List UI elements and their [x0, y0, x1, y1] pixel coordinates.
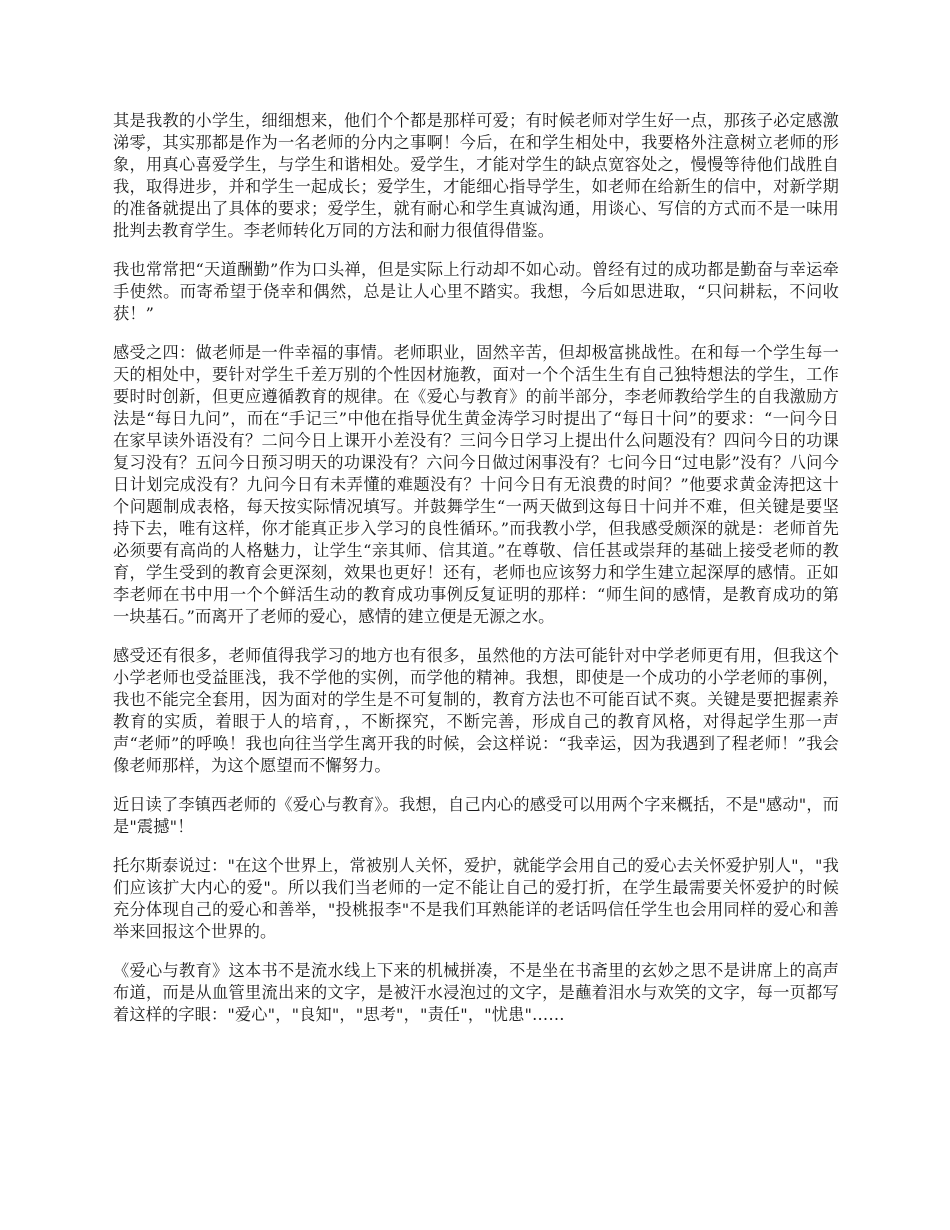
document-body: [113, 110, 839, 1043]
paragraph-3: 感受之四：做老师是一件幸福的事情。老师职业，固然辛苦，但却极富挑战性。在和每一个学生每一天的相处中，要针对学生千差万别的个性因材施教，面对一个个活生生有自己独特想法的学生，工作要时时创新，但更应遵循教育的规律。在《爱心与教育》的前半部分，李老师教给学生的自我激励方法是“每日九问”，而在“手记三”中他在指导优生黄金涛学习时提出了“每日十问”的要求：“一问今日在家早读外语没有？二问今日上课开小差没有？三问今日学习上提出什么问题没有？四问今日的功课复习没有？五问今日预习明天的功课没有？六问今日做过闲事没有？七问今日“过电影”没有？八问今日计划完成没有？九问今日有未弄懂的难题没有？十问今日有无浪费的时间？”他要求黄金涛把这十个问题制成表格，每天按实际情况填写。并鼓舞学生“一两天做到这每日十问并不难，但关键是要坚持下去，唯有这样，你才能真正步入学习的良性循环。”而我教小学，但我感受颇深的就是：老师首先必须要有高尚的人格魅力，让学生“亲其师、信其道。”在尊敬、信任甚或崇拜的基础上接受老师的教育，学生受到的教育会更深刻，效果也更好！还有，老师也应该努力和学生建立起深厚的感情。正如李老师在书中用一个个鲜活生动的教育成功事例反复证明的那样：“师生间的感情，是教育成功的第一块基石。”而离开了老师的爱心，感情的建立便是无源之水。: [113, 343, 839, 626]
paragraph-4: 感受还有很多，老师值得我学习的地方也有很多，虽然他的方法可能针对中学老师更有用，但我这个小学老师也受益匪浅，我不学他的实例，而学他的精神。我想，即使是一个成功的小学老师的事例，我也不能完全套用，因为面对的学生是不可复制的，教育方法也不可能百试不爽。关键是要把握素养教育的实质，着眼于人的培育，，不断探究，不断完善，形成自己的教育风格，对得起学生那一声声“老师”的呼唤！我也向往当学生离开我的时候，会这样说：“我幸运，因为我遇到了程老师！”我会像老师那样，为这个愿望而不懈努力。: [113, 646, 839, 775]
paragraph-6: 托尔斯泰说过："在这个世界上，常被别人关怀，爱护，就能学会用自己的爱心去关怀爱护别人"，"我们应该扩大内心的爱"。所以我们当老师的一定不能让自己的爱打折，在学生最需要关怀爱护的时候充分体现自己的爱心和善举，"投桃报李"不是我们耳熟能详的老话吗信任学生也会用同样的爱心和善举来回报这个世界的。: [113, 856, 839, 941]
paragraph-7: 《爱心与教育》这本书不是流水线上下来的机械拼凑，不是坐在书斋里的玄妙之思不是讲席上的高声布道，而是从血管里流出来的文字，是被汗水浸泡过的文字，是蘸着泪水与欢笑的文字，每一页都写着这样的字眼："爱心"，"良知"，"思考"，"责任"，"忧患"……: [113, 961, 839, 1024]
paragraph-1: 其是我教的小学生，细细想来，他们个个都是那样可爱；有时候老师对学生好一点，那孩子必定感激涕零，其实那都是作为一名老师的分内之事啊！今后，在和学生相处中，我要格外注意树立老师的形象，用真心喜爱学生，与学生和谐相处。爱学生，才能对学生的缺点宽容处之，慢慢等待他们战胜自我，取得进步，并和学生一起成长；爱学生，才能细心指导学生，如老师在给新生的信中，对新学期的准备就提出了具体的要求；爱学生，就有耐心和学生真诚沟通，用谈心、写信的方式而不是一味用批判去教育学生。李老师转化万同的方法和耐力很值得借鉴。: [113, 111, 839, 240]
paragraph-2: 我也常常把“天道酬勤”作为口头禅，但是实际上行动却不如心动。曾经有过的成功都是勤奋与幸运牵手使然。而寄希望于侥幸和偶然，总是让人心里不踏实。我想，今后如思进取，“只问耕耘，不问收获！”: [113, 260, 839, 323]
paragraph-5: 近日读了李镇西老师的《爱心与教育》。我想，自己内心的感受可以用两个字来概括，不是"感动"，而是"震撼"！: [113, 795, 840, 836]
